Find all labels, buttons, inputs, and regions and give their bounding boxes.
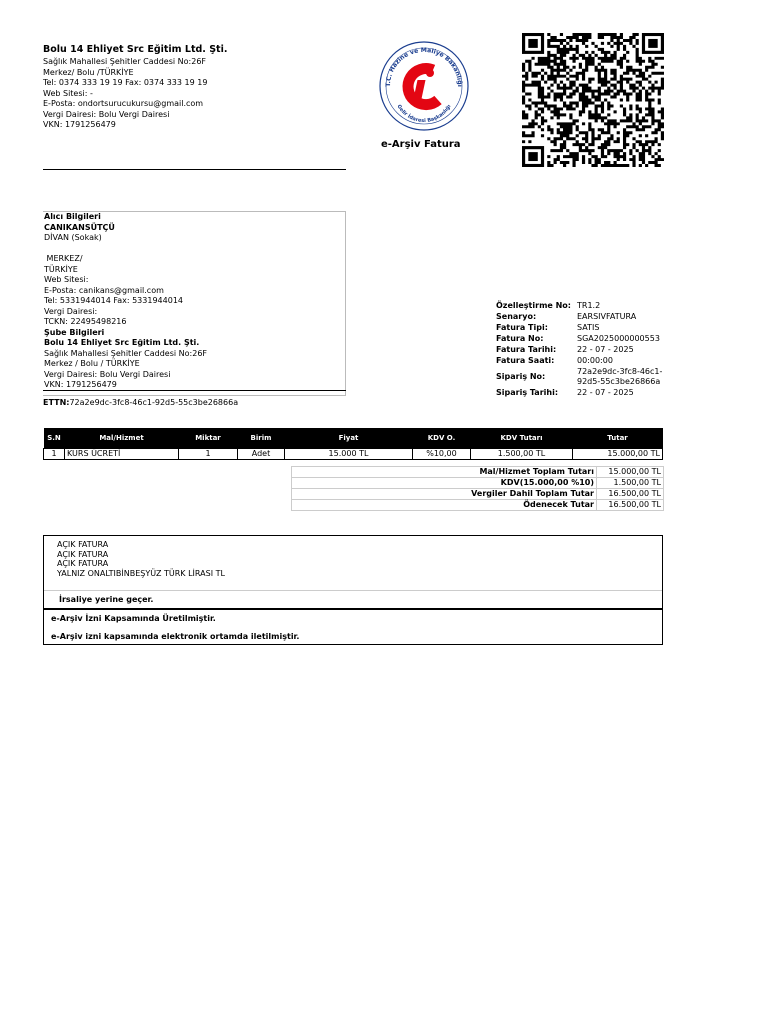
buyer-email: E-Posta: canikans@gmail.com — [44, 285, 164, 295]
col-header: Mal/Hizmet — [65, 428, 179, 449]
ettn — [43, 398, 238, 407]
logo-bottom-text: Gelir İdaresi Başkanlığı — [395, 103, 453, 125]
totals-row — [292, 489, 664, 500]
buyer-web: Web Sitesi: — [44, 275, 89, 284]
cell-vat-amount: 1.500,00 TL — [471, 449, 573, 460]
meta-value: EARSIVFATURA — [577, 312, 637, 321]
col-header: Miktar — [179, 428, 238, 449]
branch-name: Bolu 14 Ehliyet Src Eğitim Ltd. Şti. — [44, 338, 200, 347]
branch-tax-office: Vergi Dairesi: Bolu Vergi Dairesi — [44, 369, 171, 379]
totals-row — [292, 478, 664, 489]
seller-tax-office: Vergi Dairesi: Bolu Vergi Dairesi — [43, 109, 170, 119]
buyer-heading: Alıcı Bilgileri — [44, 212, 101, 221]
meta-row — [496, 344, 667, 355]
seller-vkn: VKN: 1791256479 — [43, 120, 116, 129]
totals-value: 16.500,00 TL — [597, 500, 664, 511]
meta-row — [496, 333, 667, 344]
branch-city: Merkez / Bolu / TÜRKİYE — [44, 359, 140, 368]
ettn-value: 72a2e9dc-3fc8-46c1-92d5-55c3be26866a — [69, 398, 239, 407]
totals-label: Vergiler Dahil Toplam Tutar — [292, 489, 597, 500]
seller-divider — [43, 169, 346, 170]
buyer-tckn: TCKN: 22495498216 — [44, 317, 127, 326]
col-header: Fiyat — [285, 428, 413, 449]
meta-value: 72a2e9dc-3fc8-46c1-92d5-55c3be26866a — [577, 367, 663, 386]
totals-label: Ödenecek Tutar — [292, 500, 597, 511]
cell-total: 15.000,00 TL — [573, 449, 663, 460]
meta-value: 22 - 07 - 2025 — [577, 388, 634, 397]
totals-value: 1.500,00 TL — [597, 478, 664, 489]
buyer-info — [44, 212, 344, 391]
buyer-street: DİVAN (Sokak) — [44, 233, 102, 242]
qr-code-icon — [522, 33, 664, 167]
cell-item: KURS ÜCRETİ — [65, 449, 179, 460]
totals-table — [291, 466, 664, 511]
col-header: Birim — [238, 428, 285, 449]
seller-city: Merkez/ Bolu /TÜRKİYE — [43, 67, 134, 77]
meta-value: TR1.2 — [577, 301, 601, 310]
buyer-tax-office: Vergi Dairesi: — [44, 306, 98, 316]
meta-key: Fatura Tipi: — [496, 323, 548, 332]
notes-divider — [44, 590, 662, 591]
note-line: AÇIK FATURA — [57, 540, 109, 549]
col-header: KDV Tutarı — [471, 428, 573, 449]
buyer-name: CANIKANSÜTÇÜ — [44, 222, 115, 232]
meta-value: 22 - 07 - 2025 — [577, 345, 634, 354]
table-row — [44, 449, 663, 460]
items-header-row — [44, 428, 663, 449]
meta-key: Fatura No: — [496, 334, 544, 343]
meta-value: 00:00:00 — [577, 356, 613, 365]
meta-key: Özelleştirme No: — [496, 301, 572, 310]
buyer-blank-line — [44, 244, 344, 255]
buyer-phone: Tel: 5331944014 Fax: 5331944014 — [44, 296, 183, 305]
totals-label: KDV(15.000,00 %10) — [292, 478, 597, 489]
branch-address: Sağlık Mahallesi Şehitler Caddesi No:26F — [44, 348, 208, 358]
cell-vat-rate: %10,00 — [413, 449, 471, 460]
branch-heading: Şube Bilgileri — [44, 327, 105, 337]
items-table — [43, 428, 663, 460]
cell-quantity: 1 — [179, 449, 238, 460]
note-line: AÇIK FATURA — [57, 549, 109, 559]
invoice-meta — [496, 300, 667, 398]
meta-row — [496, 355, 667, 366]
meta-key: Senaryo: — [496, 312, 537, 321]
totals-row — [292, 500, 664, 511]
buyer-divider — [43, 390, 346, 391]
cell-unit: Adet — [238, 449, 285, 460]
buyer-district: MERKEZ/ — [44, 254, 83, 263]
col-header: Tutar — [573, 428, 663, 449]
meta-key: Sipariş Tarihi: — [496, 388, 559, 397]
gib-logo — [378, 40, 470, 132]
seller-address: Sağlık Mahallesi Şehitler Caddesi No:26F — [43, 57, 207, 66]
meta-row — [496, 300, 667, 311]
totals-value: 16.500,00 TL — [597, 489, 664, 500]
totals-row — [292, 467, 664, 478]
seller-info — [43, 44, 348, 131]
footer-line-2: e-Arşiv izni kapsamında elektronik ortamda iletilmiştir. — [51, 632, 300, 641]
totals-value: 15.000,00 TL — [597, 467, 664, 478]
col-header: S.N — [44, 428, 65, 449]
meta-key: Fatura Saati: — [496, 356, 555, 365]
meta-value: SATIS — [577, 323, 600, 332]
cell-sn: 1 — [44, 449, 65, 460]
ettn-label: ETTN: — [43, 398, 70, 407]
logo-ring-text: T.C. Hazine ve Maliye Bakanlığı — [384, 46, 464, 87]
totals-label: Mal/Hizmet Toplam Tutarı — [292, 467, 597, 478]
meta-key: Sipariş No: — [496, 372, 546, 381]
note-line: AÇIK FATURA — [57, 559, 109, 568]
meta-row — [496, 387, 667, 398]
irsaliye-note: İrsaliye yerine geçer. — [59, 595, 154, 604]
seller-email: E-Posta: ondortsurucukursu@gmail.com — [43, 99, 204, 108]
meta-row — [496, 311, 667, 322]
seller-phone: Tel: 0374 333 19 19 Fax: 0374 333 19 19 — [43, 78, 208, 87]
meta-key: Fatura Tarihi: — [496, 345, 557, 354]
meta-value: SGA2025000000553 — [577, 334, 660, 343]
seller-name: Bolu 14 Ehliyet Src Eğitim Ltd. Şti. — [43, 44, 228, 55]
notes — [57, 540, 225, 578]
note-line: YALNIZ ONALTIBİNBEŞYÜZ TÜRK LİRASI TL — [57, 568, 225, 578]
meta-row — [496, 366, 667, 387]
buyer-country: TÜRKİYE — [44, 264, 78, 274]
cell-price: 15.000 TL — [285, 449, 413, 460]
document-title: e-Arşiv Fatura — [381, 139, 461, 150]
meta-row — [496, 322, 667, 333]
seller-web: Web Sitesi: - — [43, 88, 93, 98]
col-header: KDV O. — [413, 428, 471, 449]
branch-vkn: VKN: 1791256479 — [44, 380, 117, 389]
footer-line-1: e-Arşiv İzni Kapsamında Üretilmiştir. — [51, 614, 216, 623]
